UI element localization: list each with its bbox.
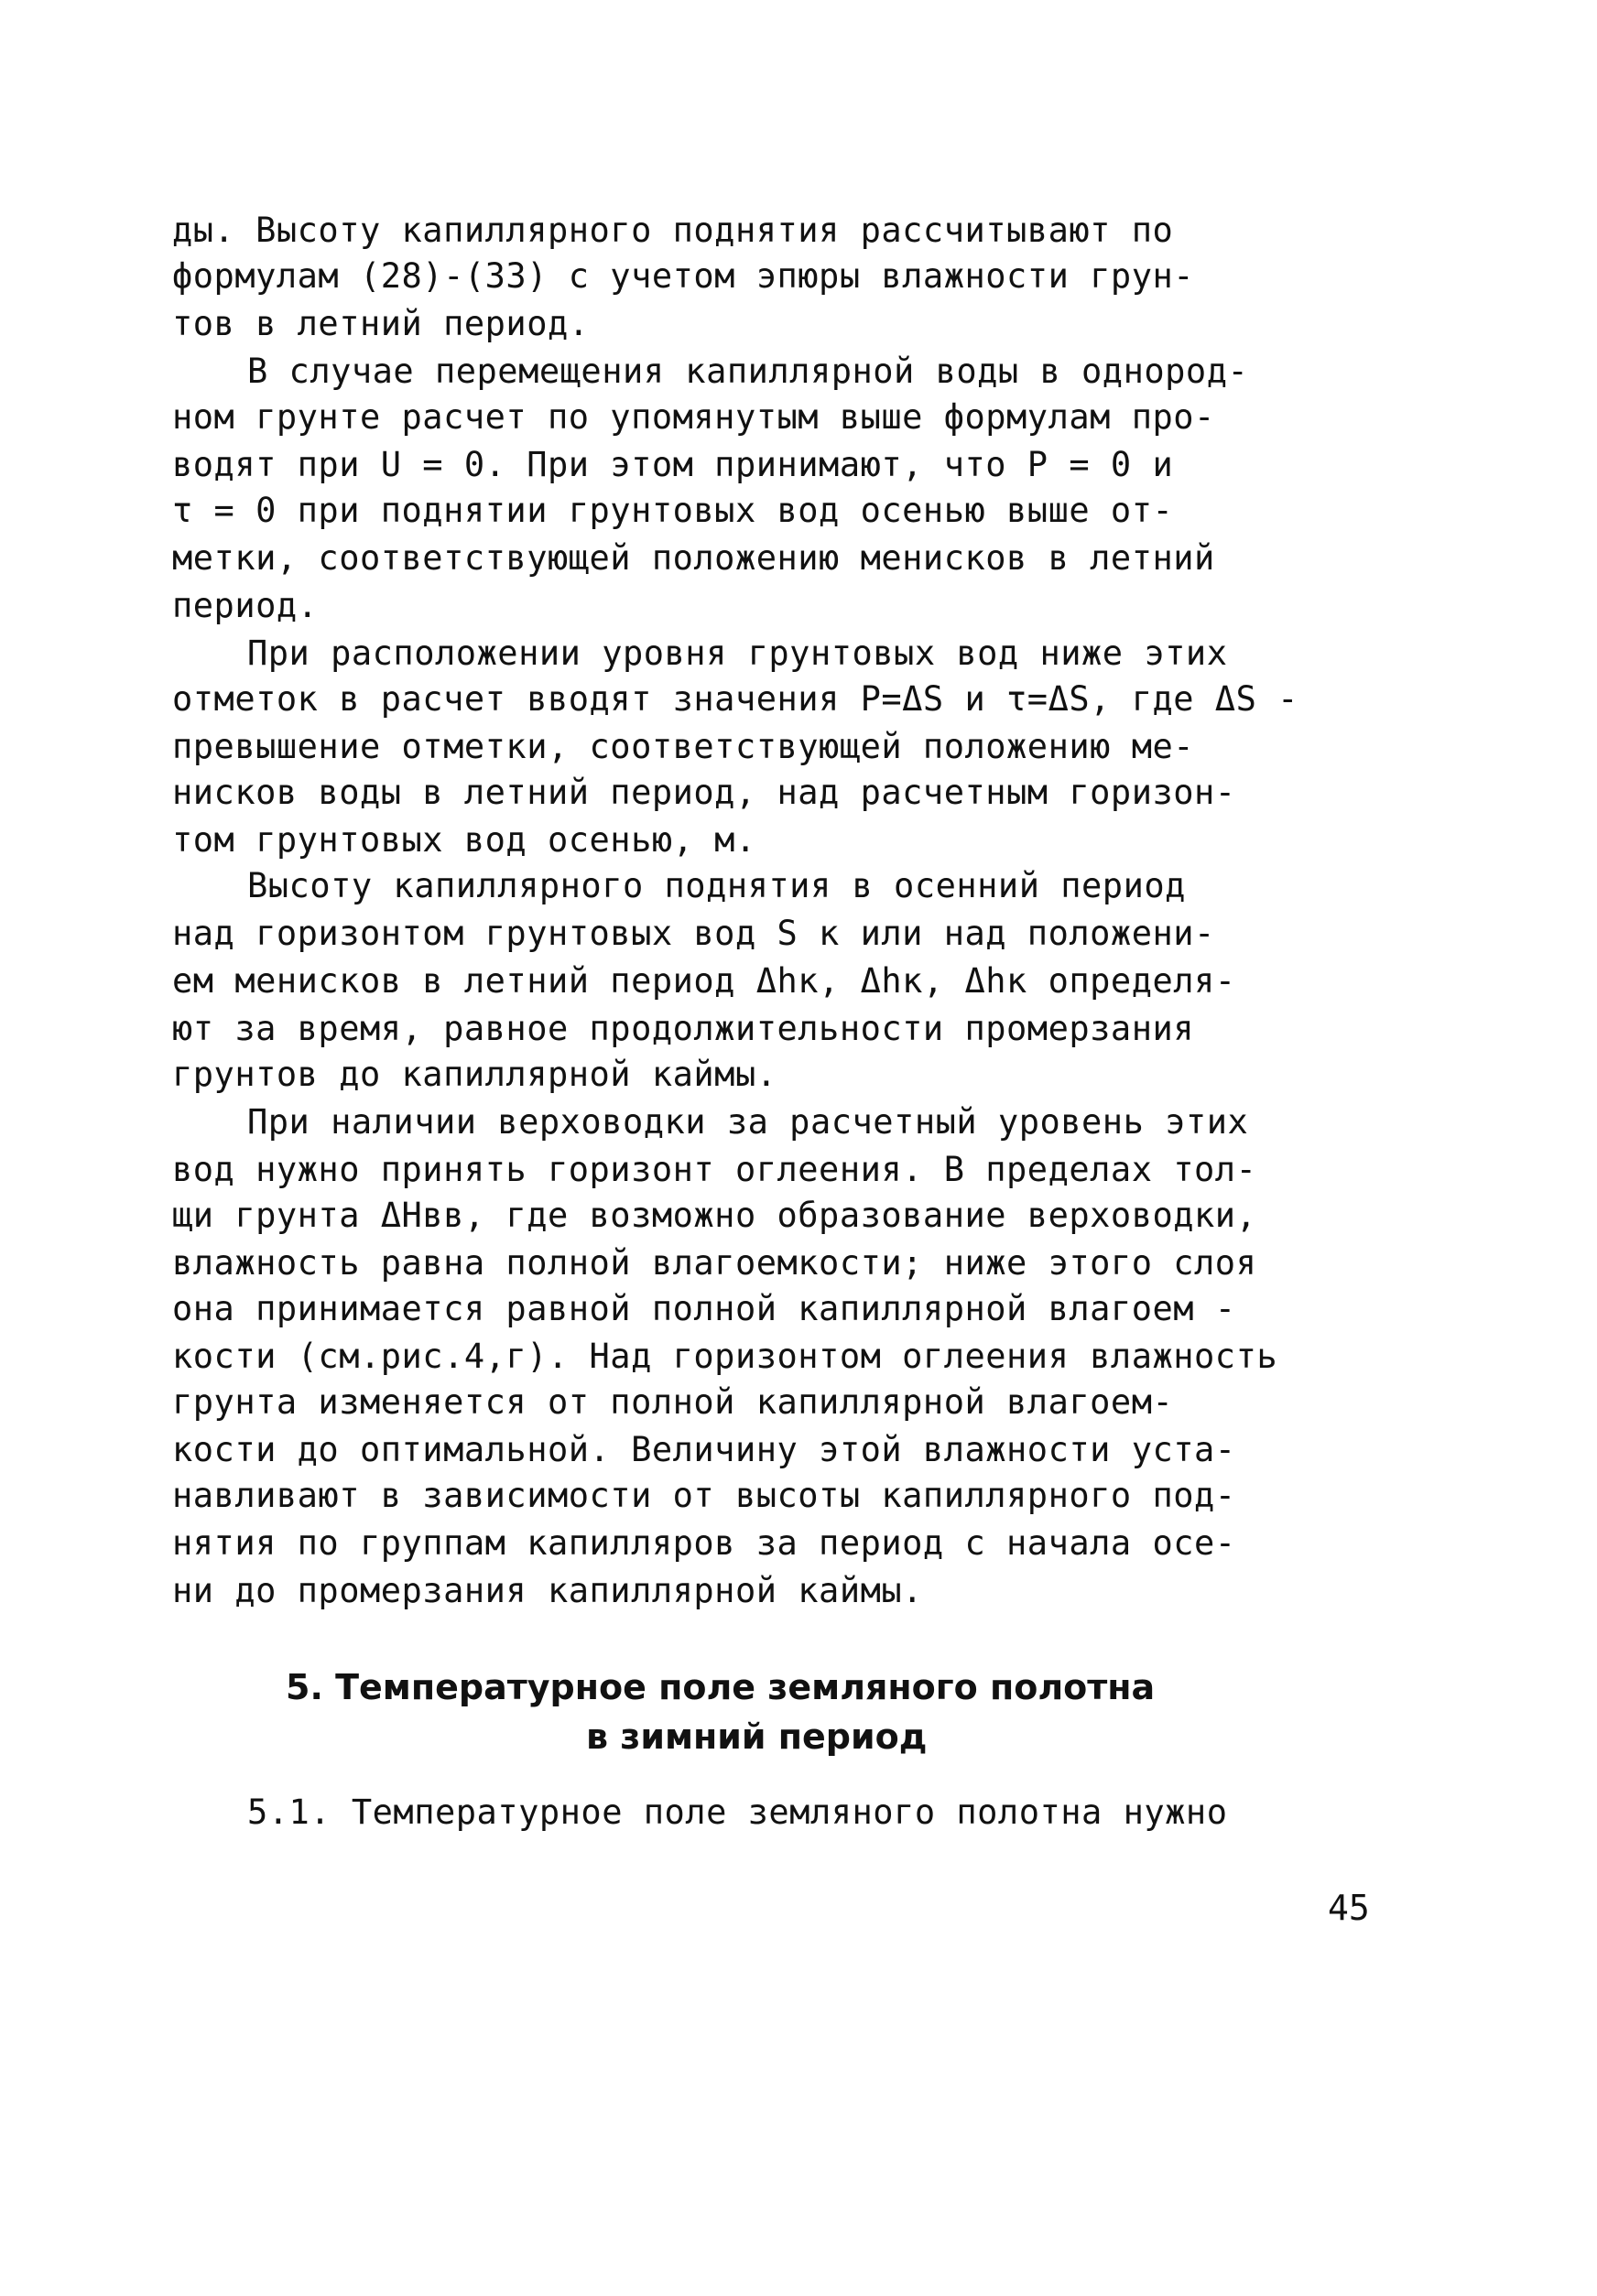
text-line: кости до оптимальной. Величину этой влажности уста- <box>172 1430 1236 1469</box>
text-line: При расположении уровня грунтовых вод ниже этих <box>247 634 1228 673</box>
text-line: τ = 0 при поднятии грунтовых вод осенью выше от- <box>172 491 1174 530</box>
text-line: превышение отметки, соответствующей положению ме- <box>172 727 1195 766</box>
text-line: ни до промерзания капиллярной каймы. <box>172 1571 923 1610</box>
text-line: над горизонтом грунтовых вод S к или над положени- <box>172 914 1215 953</box>
text-line: влажность равна полной влагоемкости; ниже этого слоя <box>172 1243 1257 1283</box>
text-line: щи грунта ΔHвв, где возможно образование верховодки, <box>172 1196 1257 1235</box>
section-heading-line2: в зимний период <box>586 1717 928 1757</box>
text-line: грунтов до капиллярной каймы. <box>172 1055 777 1094</box>
text-line: формулам (28)-(33) с учетом эпюры влажности грун- <box>172 256 1195 296</box>
text-line: отметок в расчет вводят значения P=ΔS и τ=ΔS, где ΔS - <box>172 679 1298 719</box>
text-line: ды. Высоту капиллярного поднятия рассчитывают по <box>172 211 1174 250</box>
text-line: кости (см.рис.4,г). Над горизонтом оглеения влажность <box>172 1337 1278 1376</box>
text-line: она принимается равной полной капиллярной влагоем - <box>172 1289 1236 1328</box>
text-line: ем менисков в летний период Δhк, Δhк, Δhк определя- <box>172 961 1236 1001</box>
text-line: нятия по группам капилляров за период с начала осе- <box>172 1523 1236 1563</box>
text-line: том грунтовых вод осенью, м. <box>172 820 756 860</box>
text-line: метки, соответствующей положению менисков в летний <box>172 538 1215 578</box>
text-line: В случае перемещения капиллярной воды в однород- <box>247 352 1249 391</box>
text-line: ют за время, равное продолжительности промерзания <box>172 1009 1195 1048</box>
text-line: 5.1. Температурное поле земляного полотна нужно <box>247 1792 1228 1832</box>
section-heading-line1: 5. Температурное поле земляного полотна <box>286 1667 1156 1707</box>
text-line: период. <box>172 586 319 625</box>
text-line: При наличии верховодки за расчетный уровень этих <box>247 1102 1249 1142</box>
text-line: навливают в зависимости от высоты капиллярного под- <box>172 1476 1236 1515</box>
text-line: водят при U = 0. При этом принимают, что P = 0 и <box>172 445 1174 484</box>
text-line: ном грунте расчет по упомянутым выше формулам про- <box>172 397 1215 437</box>
text-line: нисков воды в летний период, над расчетным горизон- <box>172 773 1236 812</box>
text-line: Высоту капиллярного поднятия в осенний период <box>247 866 1186 905</box>
page-number: 45 <box>1328 1888 1370 1928</box>
text-line: грунта изменяется от полной капиллярной влагоем- <box>172 1382 1174 1422</box>
text-line: вод нужно принять горизонт оглеения. В пределах тол- <box>172 1150 1257 1189</box>
text-line: тов в летний период. <box>172 304 590 343</box>
